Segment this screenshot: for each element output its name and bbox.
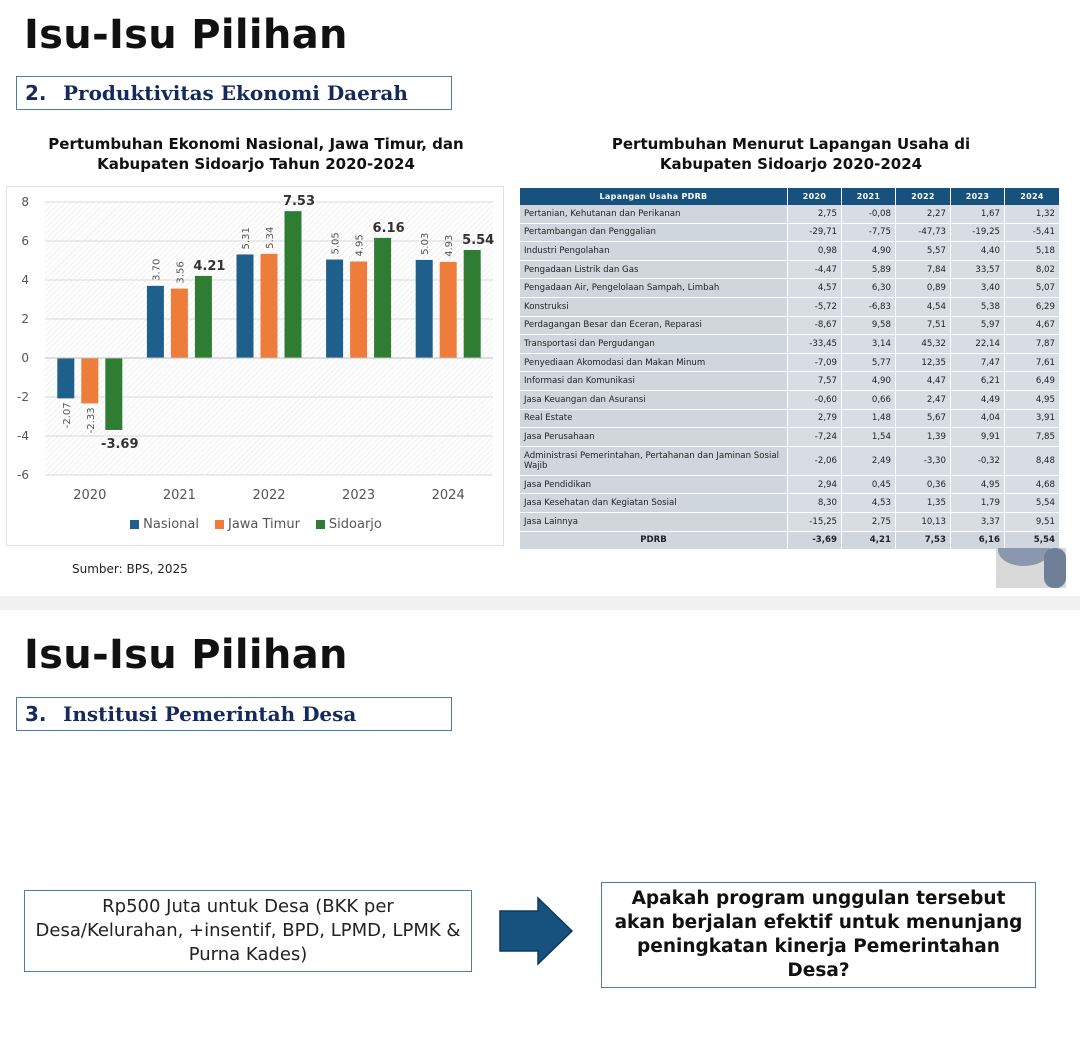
sector-label: Pertanian, Kehutanan dan Perikanan	[520, 205, 788, 224]
slide-title: Isu-Isu Pilihan	[24, 632, 348, 678]
table-header-year: 2020	[788, 188, 842, 205]
data-label: -2.07	[61, 402, 73, 429]
data-label: 5.34	[265, 226, 276, 249]
sector-growth-table	[520, 188, 1060, 550]
decorative-graphic	[996, 548, 1066, 588]
data-label: 7.53	[282, 194, 316, 210]
growth-value: 2,47	[896, 391, 951, 410]
table-row	[520, 298, 1060, 317]
growth-value: 4,47	[896, 372, 951, 391]
growth-value: -5,72	[788, 298, 842, 317]
growth-value: 9,58	[842, 317, 896, 336]
growth-value: 0,66	[842, 391, 896, 410]
sector-label: Industri Pengolahan	[520, 242, 788, 261]
legend-swatch	[215, 520, 224, 529]
slide-institusi-desa	[0, 610, 1080, 1052]
table-row	[520, 279, 1060, 298]
table-row	[520, 513, 1060, 532]
growth-value: -3,30	[896, 447, 951, 476]
y-tick-label: 2	[21, 312, 29, 326]
table-row	[520, 410, 1060, 429]
growth-value: 3,14	[842, 335, 896, 354]
data-label: 4.93	[444, 234, 456, 257]
total-value: 5,54	[1005, 532, 1060, 551]
sector-label: Pengadaan Air, Pengelolaan Sampah, Limbah	[520, 279, 788, 298]
legend-swatch	[130, 520, 139, 529]
legend-item	[130, 517, 199, 532]
growth-value: 7,87	[1005, 335, 1060, 354]
data-label: 5.31	[241, 227, 252, 250]
growth-value: 1,48	[842, 410, 896, 429]
growth-value: 33,57	[951, 261, 1005, 280]
growth-value: 1,79	[951, 494, 1005, 513]
table-header-year: 2021	[842, 188, 896, 205]
total-label: PDRB	[520, 532, 788, 551]
data-label: 5.05	[330, 232, 342, 255]
growth-value: 1,67	[951, 205, 1005, 224]
growth-value: 4,49	[951, 391, 1005, 410]
data-label: 5.03	[420, 232, 432, 255]
table-row	[520, 335, 1060, 354]
growth-value: 0,45	[842, 476, 896, 495]
growth-value: 5,38	[951, 298, 1005, 317]
growth-value: -0,08	[842, 205, 896, 224]
section-title: Institusi Pemerintah Desa	[63, 702, 357, 726]
growth-value: 5,54	[1005, 494, 1060, 513]
growth-value: 7,47	[951, 354, 1005, 373]
growth-value: -4,47	[788, 261, 842, 280]
growth-value: 7,57	[788, 372, 842, 391]
chart-title	[20, 134, 492, 174]
growth-value: 4,68	[1005, 476, 1060, 495]
total-value: 7,53	[896, 532, 951, 551]
table-row	[520, 317, 1060, 336]
growth-value: 1,35	[896, 494, 951, 513]
sector-label: Penyediaan Akomodasi dan Makan Minum	[520, 354, 788, 373]
table-title-line1: Pertumbuhan Menurut Lapangan Usaha di	[611, 135, 971, 153]
total-value: 6,16	[951, 532, 1005, 551]
growth-value: -5,41	[1005, 224, 1060, 243]
chart-title-line2: Kabupaten Sidoarjo Tahun 2020-2024	[97, 155, 415, 173]
data-label: 4.21	[193, 258, 226, 274]
growth-value: -33,45	[788, 335, 842, 354]
growth-value: -19,25	[951, 224, 1005, 243]
bar-sidoarjo	[285, 211, 302, 358]
growth-value: 6,49	[1005, 372, 1060, 391]
x-tick-label: 2020	[73, 488, 107, 503]
bar-jawa-timur	[261, 254, 278, 358]
sector-label: Administrasi Pemerintahan, Pertahanan dan Jaminan Sosial Wajib	[520, 447, 788, 476]
data-label: 3.70	[151, 258, 163, 281]
growth-value: 4,90	[842, 242, 896, 261]
chart-canvas	[7, 187, 505, 547]
x-tick-label: 2022	[252, 488, 286, 503]
growth-value: -29,71	[788, 224, 842, 243]
growth-value: 4,53	[842, 494, 896, 513]
sector-label: Transportasi dan Pergudangan	[520, 335, 788, 354]
growth-value: 5,89	[842, 261, 896, 280]
x-tick-label: 2023	[342, 488, 376, 503]
growth-value: 5,97	[951, 317, 1005, 336]
bar-sidoarjo	[374, 238, 391, 358]
growth-value: -2,06	[788, 447, 842, 476]
growth-value: 3,40	[951, 279, 1005, 298]
table-title	[560, 134, 1022, 174]
sector-label: Jasa Perusahaan	[520, 428, 788, 447]
decorative-shape	[996, 548, 1066, 588]
sector-label: Perdagangan Besar dan Eceran, Reparasi	[520, 317, 788, 336]
program-box: Rp500 Juta untuk Desa (BKK per Desa/Kelurahan, +insentif, BPD, LPMD, LPMK & Purna Kades)	[24, 890, 472, 972]
y-tick-label: 8	[21, 195, 29, 209]
growth-value: 6,21	[951, 372, 1005, 391]
sector-label: Konstruksi	[520, 298, 788, 317]
legend-item	[215, 517, 300, 532]
total-value: 4,21	[842, 532, 896, 551]
slide-separator	[0, 596, 1080, 610]
growth-value: 2,75	[842, 513, 896, 532]
growth-value: 5,07	[1005, 279, 1060, 298]
question-box: Apakah program unggulan tersebut akan berjalan efektif untuk menunjang peningkatan kinerja Pemerintahan Desa?	[601, 882, 1036, 988]
growth-value: 2,79	[788, 410, 842, 429]
growth-value: 4,04	[951, 410, 1005, 429]
table-title-line2: Kabupaten Sidoarjo 2020-2024	[659, 155, 923, 173]
section-heading	[16, 76, 452, 110]
growth-value: 0,98	[788, 242, 842, 261]
bar-sidoarjo	[464, 250, 481, 358]
growth-value: 8,48	[1005, 447, 1060, 476]
x-tick-label: 2024	[431, 488, 465, 503]
growth-value: 3,37	[951, 513, 1005, 532]
growth-value: -8,67	[788, 317, 842, 336]
bar-sidoarjo	[105, 358, 122, 430]
slide-title: Isu-Isu Pilihan	[24, 12, 348, 58]
legend-label: Sidoarjo	[328, 517, 382, 532]
growth-value: 1,39	[896, 428, 951, 447]
bar-nasional	[416, 260, 433, 358]
legend-label: Jawa Timur	[227, 517, 300, 532]
x-tick-label: 2021	[162, 488, 196, 503]
growth-value: 2,49	[842, 447, 896, 476]
growth-value: 4,95	[951, 476, 1005, 495]
growth-value: 7,51	[896, 317, 951, 336]
growth-value: 1,54	[842, 428, 896, 447]
growth-value: 2,94	[788, 476, 842, 495]
growth-value: 1,32	[1005, 205, 1060, 224]
section-number: 3.	[25, 702, 47, 726]
growth-value: -0,32	[951, 447, 1005, 476]
growth-value: 6,30	[842, 279, 896, 298]
growth-value: 7,84	[896, 261, 951, 280]
legend-label: Nasional	[143, 517, 199, 532]
growth-value: 7,85	[1005, 428, 1060, 447]
growth-value: -6,83	[842, 298, 896, 317]
table-row	[520, 494, 1060, 513]
data-label: 4.95	[354, 234, 366, 257]
growth-value: 3,91	[1005, 410, 1060, 429]
sector-label: Pertambangan dan Penggalian	[520, 224, 788, 243]
table-row	[520, 372, 1060, 391]
table-header-row	[520, 188, 1060, 205]
bar-jawa-timur	[81, 358, 98, 403]
table-total-row	[520, 532, 1060, 551]
growth-value: 7,61	[1005, 354, 1060, 373]
growth-value: 5,57	[896, 242, 951, 261]
growth-value: 9,51	[1005, 513, 1060, 532]
chart-legend	[7, 517, 505, 532]
data-label: 5.54	[462, 232, 495, 248]
table-row	[520, 224, 1060, 243]
bar-nasional	[237, 254, 254, 358]
total-value: -3,69	[788, 532, 842, 551]
growth-value: 4,67	[1005, 317, 1060, 336]
table-row	[520, 242, 1060, 261]
growth-bar-chart	[6, 186, 504, 546]
growth-value: 5,18	[1005, 242, 1060, 261]
table-header-year: 2023	[951, 188, 1005, 205]
y-tick-label: -2	[17, 390, 29, 404]
growth-value: 2,75	[788, 205, 842, 224]
y-tick-label: -4	[17, 429, 29, 443]
sector-label: Real Estate	[520, 410, 788, 429]
data-label: 3.56	[175, 261, 187, 284]
growth-value: 6,29	[1005, 298, 1060, 317]
growth-value: -0,60	[788, 391, 842, 410]
section-number: 2.	[25, 81, 47, 105]
growth-value: 4,54	[896, 298, 951, 317]
sector-label: Pengadaan Listrik dan Gas	[520, 261, 788, 280]
bar-sidoarjo	[195, 276, 212, 358]
growth-value: 8,30	[788, 494, 842, 513]
y-tick-label: -6	[17, 468, 29, 482]
table-row	[520, 447, 1060, 476]
bar-jawa-timur	[350, 261, 367, 358]
growth-value: 45,32	[896, 335, 951, 354]
table-row	[520, 428, 1060, 447]
growth-value: 4,57	[788, 279, 842, 298]
growth-value: 9,91	[951, 428, 1005, 447]
growth-value: 12,35	[896, 354, 951, 373]
growth-value: -7,24	[788, 428, 842, 447]
table-row	[520, 391, 1060, 410]
right-arrow-icon	[498, 896, 576, 966]
growth-value: 0,89	[896, 279, 951, 298]
legend-item	[316, 517, 382, 532]
growth-value: 4,90	[842, 372, 896, 391]
growth-value: -47,73	[896, 224, 951, 243]
bar-jawa-timur	[440, 262, 457, 358]
y-tick-label: 4	[21, 273, 29, 287]
growth-value: 5,67	[896, 410, 951, 429]
table-row	[520, 476, 1060, 495]
growth-value: -7,09	[788, 354, 842, 373]
growth-value: -15,25	[788, 513, 842, 532]
source-note: Sumber: BPS, 2025	[72, 562, 188, 576]
section-heading	[16, 697, 452, 731]
growth-value: 22,14	[951, 335, 1005, 354]
data-label: -2.33	[85, 407, 97, 434]
table-header-year: 2024	[1005, 188, 1060, 205]
bar-nasional	[57, 358, 74, 398]
sector-label: Jasa Keuangan dan Asuransi	[520, 391, 788, 410]
table-row	[520, 261, 1060, 280]
growth-value: 4,40	[951, 242, 1005, 261]
sector-label: Jasa Lainnya	[520, 513, 788, 532]
y-tick-label: 6	[21, 234, 29, 248]
chart-title-line1: Pertumbuhan Ekonomi Nasional, Jawa Timur, dan	[48, 135, 464, 153]
sector-label: Informasi dan Komunikasi	[520, 372, 788, 391]
data-label: 6.16	[372, 220, 405, 236]
bar-nasional	[326, 260, 343, 358]
section-title: Produktivitas Ekonomi Daerah	[63, 81, 408, 105]
growth-value: 2,27	[896, 205, 951, 224]
growth-value: 5,77	[842, 354, 896, 373]
sector-label: Jasa Kesehatan dan Kegiatan Sosial	[520, 494, 788, 513]
table-header-sector: Lapangan Usaha PDRB	[520, 188, 788, 205]
data-label: -3.69	[101, 436, 139, 452]
bar-nasional	[147, 286, 164, 358]
legend-swatch	[316, 520, 325, 529]
y-tick-label: 0	[21, 351, 29, 365]
sector-label: Jasa Pendidikan	[520, 476, 788, 495]
growth-value: -7,75	[842, 224, 896, 243]
growth-value: 4,95	[1005, 391, 1060, 410]
growth-value: 0,36	[896, 476, 951, 495]
growth-value: 10,13	[896, 513, 951, 532]
bar-jawa-timur	[171, 289, 188, 358]
table-row	[520, 205, 1060, 224]
table-header-year: 2022	[896, 188, 951, 205]
growth-value: 8,02	[1005, 261, 1060, 280]
table-row	[520, 354, 1060, 373]
